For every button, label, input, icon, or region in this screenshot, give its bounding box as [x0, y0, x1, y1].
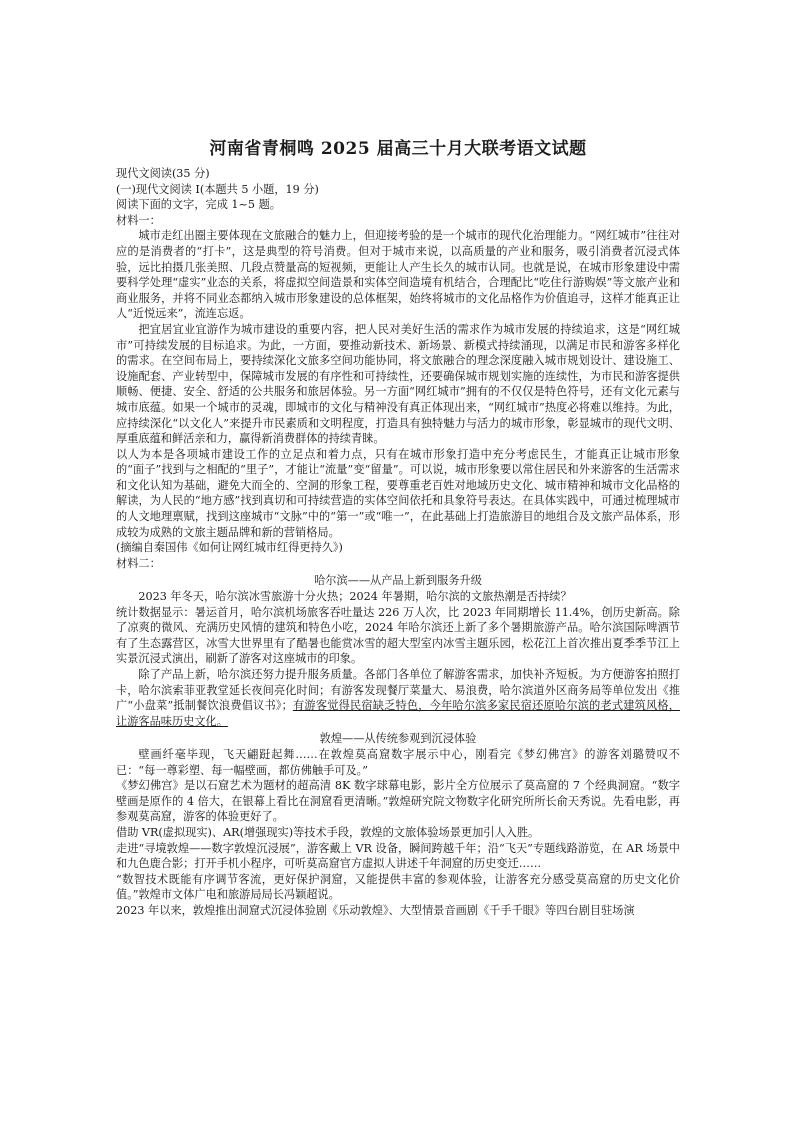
harbin-paragraph-1: 2023 年冬天，哈尔滨冰雪旅游十分火热；2024 年暑期，哈尔滨的文旅热潮是否持续？: [138, 590, 572, 604]
dunhuang-paragraph-4: 走进“寻境敦煌——数字敦煌沉浸展”，游客戴上 VR 设备，瞬间跨越千年；沿“飞天”专题线路游览，在 AR 场景中和九色鹿合影；打开手机小程序，可听莫高窟官方虚拟人讲述千年洞窟的历史变迁……: [116, 841, 680, 871]
material1-label: 材料一：: [116, 213, 161, 227]
harbin-paragraph-2: 统计数据显示：暑运首月，哈尔滨机场旅客吞吐量达 226 万人次，比 2023 年同期增长 11.4%，创历史新高。除了凉爽的微风、充满历史风情的建筑和特色小吃，2024 年哈尔滨还上新了多个暑期旅游产品。哈尔滨国际啤酒节有了生态露营区，冰雪大世界里有了酷暑也能赏冰雪的超大型室内冰雪主题乐园，松花江上首次推出夏季季节江上实景沉浸式演出，刷新了游客对这座城市的印象。: [116, 605, 680, 666]
material1-paragraph-1: 城市走红出圈主要体现在文旅融合的魅力上，但迎接考验的是一个城市的现代化治理能力。“网红城市”往往对应的是消费者的“打卡”，这是典型的符号消费。但对于城市来说，以高质量的产业和服务，吸引消费者沉浸式体验，远比拍摄几张美照、几段点赞量高的短视频，更能让人产生长久的城市认同。也就是说，在城市形象建设中需要科学处理“虚实”业态的关系，将虚拟空间造景和实体空间造境有机结合，合理配比“吃住行游购娱”等文旅产业和商业服务，并将不同业态都纳入城市形象建设的总体框架，始终将城市的文化品格作为价值追寻，这样才能真正让人“近悦远来”，流连忘返。: [116, 229, 680, 321]
exam-title: 河南省青桐鸣 2025 届高三十月大联考语文试题: [209, 139, 587, 159]
material1-paragraph-2: 把宜居宜业宜游作为城市建设的重要内容，把人民对美好生活的需求作为城市发展的持续追求，这是“网红城市”可持续发展的目标追求。为此，一方面，要推动新技术、新场景、新模式持续涌现，以满足市民和游客多样化的需求。在空间布局上，要持续深化文旅多空间功能协同，将文旅融合的理念深度融入城市规划设计、建设施工、设施配套、产业转型中，保障城市发展的有序性和可持续性，还要确保城市规划实施的连续性，为市民和游客提供顺畅、便捷、安全、舒适的公共服务和旅居体验。另一方面“网红城市”拥有的不仅仅是特色符号，还有文化元素与城市底蕴。如果一个城市的灵魂，即城市的文化与精神没有真正体现出来，“网红城市”热度必将难以维持。为此，应持续深化“以文化人”来提升市民素质和文明程度，打造具有独特魅力与活力的城市形象，彰显城市的现代文明、厚重底蕴和鲜活亲和力，赢得新消费群体的持续青睐。: [116, 322, 680, 446]
dunhuang-paragraph-6: 2023 年以来，敦煌推出洞窟式沉浸体验剧《乐动敦煌》、大型情景音画剧《千手千眼》等四台剧目驻场演: [116, 903, 635, 917]
exam-page: [116, 138, 680, 919]
harbin-paragraph-3: [116, 667, 680, 729]
dunhuang-paragraph-1: 壁画纤毫毕现，飞天翩跹起舞……在敦煌莫高窟数字展示中心，刚看完《梦幻佛宫》的游客刘璐赞叹不已：“每一尊彩塑、每一幅壁画，都仿佛触手可及。”: [116, 747, 680, 777]
section-heading: 现代文阅读(35 分): [116, 167, 210, 180]
instruction: 阅读下面的文字，完成 1~5 题。: [116, 198, 281, 212]
subsection-heading: (一)现代文阅读 Ⅰ(本题共 5 小题，19 分): [116, 182, 319, 196]
dunhuang-heading: 敦煌——从传统参观到沉浸体验: [319, 732, 477, 746]
dunhuang-paragraph-3: 借助 VR(虚拟现实)、AR(增强现实)等技术手段，敦煌的文旅体验场景更加引人入胜。: [116, 825, 540, 839]
harbin-heading: 哈尔滨——从产品上新到服务升级: [314, 574, 482, 588]
material1-source: (摘编自秦国伟《如何让网红城市红得更持久》): [116, 541, 343, 555]
material1-paragraph-3: 以人为本是各项城市建设工作的立足点和着力点，只有在城市形象打造中充分考虑民生，才能真正让城市形象的“面子”找到与之相配的“里子”，才能让“流量”变“留量”。可以说，城市形象要以常住居民和外来游客的生活需求和文化认知为基础，避免大而全的、空洞的形象工程，要尊重老百姓对地域历史文化、城市精神和城市文化品格的解读，为人民的“地方感”找到真切和可持续营造的实体空间依托和具象符号表达。在具体实践中，可通过梳理城市的人文地理禀赋，找到这座城市“文脉”中的“第一”或“唯一”，在此基础上打造旅游目的地组合及文旅产品体系，形成较为成熟的文旅主题品牌和新的营销格局。: [116, 447, 680, 539]
harbin-paragraph-3-text: 除了产品上新，哈尔滨还努力提升服务质量。各部门各单位了解游客需求，加快补齐短板。为方便游客拍照打卡，哈尔滨索菲亚教堂延长夜间亮化时间；有游客发现餐厅菜量大、易浪费，哈尔滨道外区商务局等单位发出《推广“小盘菜”抵制餐饮浪费倡议书》；: [116, 668, 680, 713]
dunhuang-paragraph-2: 《梦幻佛宫》是以石窟艺术为题材的超高清 8K 数字球幕电影，影片全方位展示了莫高窟的 7 个经典洞窟。“数字壁画是原作的 4 倍大，在银幕上看比在洞窟看更清晰。”敦煌研究院文物数字化研究所所长俞天秀说。先看电影，再参观莫高窟，游客的体验更好了。: [116, 779, 680, 824]
material2-label: 材料二：: [116, 556, 161, 570]
harbin-underlined-sentence: 有游客觉得民宿缺乏特色，今年哈尔滨多家民宿还原哈尔滨的老式建筑风格，让游客品味历史文化。: [116, 699, 680, 728]
dunhuang-paragraph-5: “数智技术既能有序调节客流，更好保护洞窟，又能提供丰富的参观体验，让游客充分感受莫高窟的历史文化价值。”敦煌市文体广电和旅游局局长冯颖超说。: [116, 872, 680, 902]
